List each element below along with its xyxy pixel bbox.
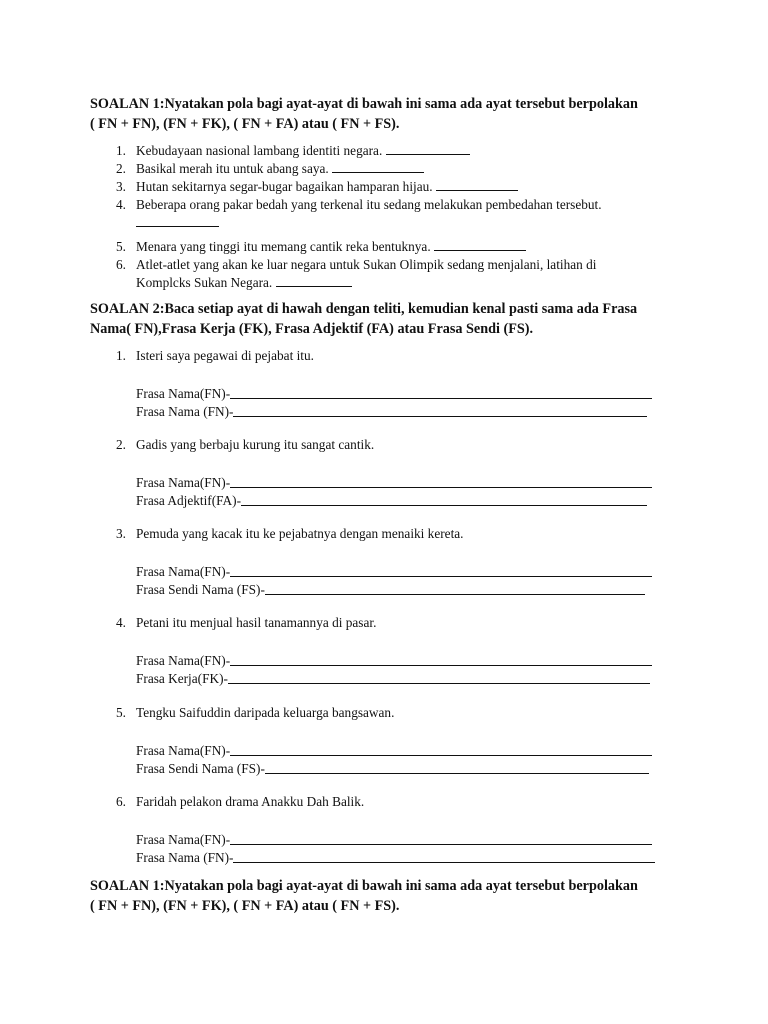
item-text: Beberapa orang pakar bedah yang terkenal itu sedang melakukan pembedahan tersebut.: [136, 197, 602, 212]
answer-line[interactable]: [241, 492, 647, 506]
list-item: [90, 238, 690, 256]
item-text: Atlet-atlet yang akan ke luar negara untuk Sukan Olimpik sedang menjalani, latihan di: [136, 257, 597, 272]
question-item: [90, 347, 690, 421]
item-number: 3.: [116, 179, 126, 194]
answer-line[interactable]: [265, 760, 649, 774]
section2-heading: [90, 299, 690, 339]
item-number: 5.: [116, 705, 126, 720]
item-number: 2.: [116, 437, 126, 452]
item-text: Basikal merah itu untuk abang saya.: [136, 161, 333, 176]
phrase-label: Frasa Nama (FN)-: [136, 850, 234, 865]
question-item: [90, 525, 690, 599]
list-item: [90, 142, 690, 160]
item-sentence: Faridah pelakon drama Anakku Dah Balik.: [136, 794, 365, 809]
list-item: [90, 160, 690, 178]
section2-heading-line1: SOALAN 2:Baca setiap ayat di hawah dengan teliti, kemudian kenal pasti sama ada Frasa: [90, 301, 638, 317]
question-item: [90, 793, 690, 867]
list-item: [90, 178, 690, 196]
item-number: 1.: [116, 143, 126, 158]
section1-heading: [90, 94, 690, 134]
item-text-continued: Komplcks Sukan Negara.: [136, 275, 276, 290]
answer-blank[interactable]: [436, 179, 518, 191]
item-number: 6.: [116, 257, 126, 272]
answer-blank[interactable]: [332, 161, 424, 173]
answer-blank[interactable]: [434, 239, 526, 251]
answer-line[interactable]: [265, 581, 645, 595]
item-number: 5.: [116, 239, 126, 254]
item-text: Hutan sekitarnya segar-bugar bagaikan hamparan hijau.: [136, 179, 436, 194]
item-number: 4.: [116, 615, 126, 630]
answer-line[interactable]: [230, 385, 652, 399]
list-item: [90, 256, 690, 292]
item-text: Menara yang tinggi itu memang cantik reka bentuknya.: [136, 239, 434, 254]
section3-heading: [90, 876, 690, 916]
section3-heading-line1: SOALAN 1:Nyatakan pola bagi ayat-ayat di bawah ini sama ada ayat tersebut berpolakan: [90, 878, 638, 894]
item-number: 4.: [116, 197, 126, 212]
phrase-label: Frasa Nama(FN)-: [136, 743, 231, 758]
phrase-label: Frasa Sendi Nama (FS)-: [136, 582, 265, 597]
section1-heading-line2: ( FN + FN), (FN + FK), ( FN + FA) atau ( FN + FS).: [90, 116, 400, 132]
item-sentence: Gadis yang berbaju kurung itu sangat cantik.: [136, 437, 375, 452]
answer-line[interactable]: [228, 670, 650, 684]
phrase-label: Frasa Nama(FN)-: [136, 832, 231, 847]
answer-line[interactable]: [230, 652, 652, 666]
question-item: [90, 704, 690, 778]
answer-line[interactable]: [233, 403, 647, 417]
answer-line[interactable]: [230, 563, 652, 577]
item-sentence: Pemuda yang kacak itu ke pejabatnya dengan menaiki kereta.: [136, 526, 464, 541]
answer-line[interactable]: [230, 742, 652, 756]
list-item: [90, 196, 690, 232]
item-number: 2.: [116, 161, 126, 176]
item-sentence: Tengku Saifuddin daripada keluarga bangsawan.: [136, 705, 395, 720]
phrase-label: Frasa Nama(FN)-: [136, 564, 231, 579]
answer-line[interactable]: [230, 831, 652, 845]
answer-blank[interactable]: [136, 215, 219, 227]
section1-heading-line1: SOALAN 1:Nyatakan pola bagi ayat-ayat di bawah ini sama ada ayat tersebut berpolakan: [90, 96, 638, 112]
item-number: 6.: [116, 794, 126, 809]
section3-heading-line2: ( FN + FN), (FN + FK), ( FN + FA) atau ( FN + FS).: [90, 898, 400, 914]
phrase-label: Frasa Nama (FN)-: [136, 404, 234, 419]
section2-heading-line2: Nama( FN),Frasa Kerja (FK), Frasa Adjektif (FA) atau Frasa Sendi (FS).: [90, 321, 534, 337]
item-number: 1.: [116, 348, 126, 363]
item-number: 3.: [116, 526, 126, 541]
item-sentence: Isteri saya pegawai di pejabat itu.: [136, 348, 314, 363]
phrase-label: Frasa Nama(FN)-: [136, 475, 231, 490]
question-item: [90, 614, 690, 688]
phrase-label: Frasa Nama(FN)-: [136, 653, 231, 668]
section1-list: [90, 142, 690, 292]
answer-line[interactable]: [233, 849, 655, 863]
answer-blank[interactable]: [386, 143, 470, 155]
phrase-label: Frasa Sendi Nama (FS)-: [136, 761, 265, 776]
answer-line[interactable]: [230, 474, 652, 488]
item-sentence: Petani itu menjual hasil tanamannya di pasar.: [136, 615, 377, 630]
item-text: Kebudayaan nasional lambang identiti negara.: [136, 143, 386, 158]
answer-blank[interactable]: [276, 275, 352, 287]
phrase-label: Frasa Adjektif(FA)-: [136, 493, 241, 508]
phrase-label: Frasa Nama(FN)-: [136, 386, 231, 401]
question-item: [90, 436, 690, 510]
phrase-label: Frasa Kerja(FK)-: [136, 671, 228, 686]
